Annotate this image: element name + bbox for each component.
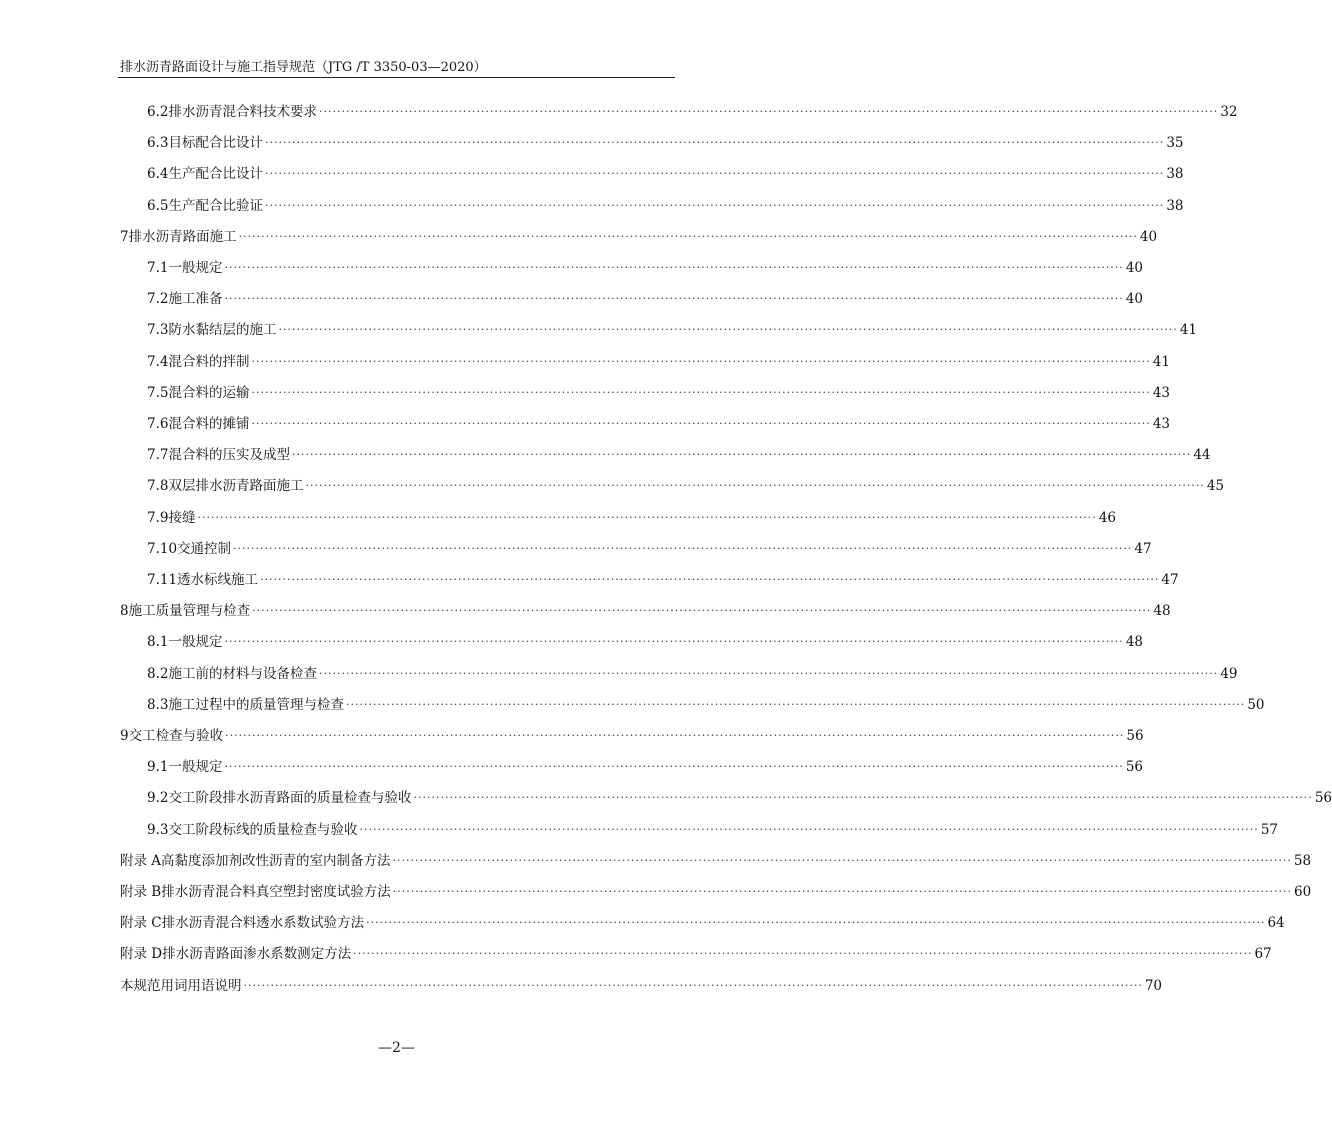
toc-entry-number: 7 <box>120 229 129 245</box>
toc-entry-number: 9.1 <box>147 759 169 775</box>
toc-entry-title: 一般规定 <box>168 759 223 775</box>
toc-leader-dots: ········································································································································································································ <box>251 417 1151 430</box>
toc-entry-number: 8.2 <box>147 666 169 682</box>
toc-entry-page: 56 <box>1125 759 1143 775</box>
toc-entry-number: 8 <box>120 603 129 619</box>
toc-entry[interactable] <box>147 695 1265 715</box>
toc-entry-page: 48 <box>1125 634 1143 650</box>
toc-leader-dots: ········································································································································································································ <box>260 573 1160 586</box>
toc-leader-dots: ········································································································································································································ <box>366 916 1266 929</box>
toc-entry-number: 7.7 <box>147 447 169 463</box>
toc-entry[interactable] <box>147 352 1170 372</box>
toc-entry-number: 7.4 <box>147 354 169 370</box>
toc-leader-dots: ········································································································································································································ <box>392 885 1293 898</box>
toc-entry-number: 9 <box>120 728 129 744</box>
toc-entry-page: 38 <box>1166 166 1184 182</box>
toc-entry-title: 透水标线施工 <box>177 572 259 588</box>
toc-entry[interactable] <box>120 726 1144 746</box>
toc-leader-dots: ········································································································································································································ <box>392 854 1292 867</box>
toc-entry-title: 目标配合比设计 <box>168 135 263 151</box>
toc-entry-title: 排水沥青混合料透水系数试验方法 <box>161 915 365 931</box>
toc-entry-title: 混合料的摊铺 <box>168 416 250 432</box>
toc-entry-page: 47 <box>1134 541 1152 557</box>
toc-entry-title: 混合料的压实及成型 <box>168 447 290 463</box>
toc-entry-number: 9.3 <box>147 822 169 838</box>
header-rule <box>118 77 675 78</box>
toc-entry-number: 7.9 <box>147 510 169 526</box>
toc-entry-number: 6.4 <box>147 166 169 182</box>
toc-entry[interactable] <box>147 164 1184 184</box>
toc-entry[interactable] <box>147 632 1143 652</box>
toc-entry-title: 施工准备 <box>168 291 223 307</box>
toc-entry[interactable] <box>147 445 1211 465</box>
toc-entry-title: 施工质量管理与检查 <box>128 603 251 619</box>
toc-entry[interactable] <box>147 320 1197 340</box>
toc-entry[interactable] <box>147 383 1170 403</box>
toc-entry[interactable] <box>147 476 1224 496</box>
toc-leader-dots: ········································································································································································································ <box>413 791 1313 804</box>
toc-entry-title: 混合料的运输 <box>168 385 250 401</box>
toc-entry-page: 41 <box>1152 354 1170 370</box>
toc-entry[interactable] <box>147 570 1179 590</box>
toc-leader-dots: ········································································································································································································ <box>251 355 1151 368</box>
toc-entry-page: 41 <box>1179 322 1197 338</box>
toc-entry-page: 40 <box>1125 260 1143 276</box>
toc-entry-page: 43 <box>1152 416 1170 432</box>
toc-entry-number: 6.5 <box>147 198 169 214</box>
toc-entry[interactable] <box>120 601 1171 621</box>
running-header: 排水沥青路面设计与施工指导规范（JTG /T 3350-03—2020） <box>120 60 487 75</box>
toc-entry[interactable] <box>147 508 1116 528</box>
toc-leader-dots: ········································································································································································································ <box>318 105 1219 118</box>
toc-entry-page: 56 <box>1314 790 1332 806</box>
toc-entry-number: 7.3 <box>147 322 169 338</box>
toc-entry-number: 6.2 <box>147 104 169 120</box>
toc-entry-title: 生产配合比验证 <box>168 198 263 214</box>
toc-entry-page: 48 <box>1153 603 1171 619</box>
toc-entry-title: 交通控制 <box>177 541 232 557</box>
toc-entry[interactable] <box>147 664 1238 684</box>
toc-leader-dots: ········································································································································································································ <box>238 230 1138 243</box>
toc-entry-page: 64 <box>1267 915 1285 931</box>
toc-entry-page: 50 <box>1247 697 1265 713</box>
toc-entry-title: 施工过程中的质量管理与检查 <box>168 697 344 713</box>
toc-entry-title: 双层排水沥青路面施工 <box>168 478 304 494</box>
toc-entry-number: 7.8 <box>147 478 169 494</box>
toc-leader-dots: ········································································································································································································ <box>278 323 1178 336</box>
toc-leader-dots: ········································································································································································································ <box>224 635 1124 648</box>
toc-entry-page: 46 <box>1098 510 1116 526</box>
toc-entry-page: 35 <box>1166 135 1184 151</box>
toc-entry-title: 混合料的拌制 <box>168 354 250 370</box>
toc-entry-number: 7.6 <box>147 416 169 432</box>
toc-entry-title: 排水沥青混合料真空塑封密度试验方法 <box>161 884 391 900</box>
toc-entry-number: 7.11 <box>147 572 178 588</box>
toc-entry[interactable] <box>147 820 1278 840</box>
toc-entry[interactable] <box>120 227 1158 247</box>
toc-leader-dots: ········································································································································································································ <box>197 511 1097 524</box>
toc-entry-number: 附录 B <box>120 884 162 900</box>
toc-entry[interactable] <box>147 258 1143 278</box>
toc-entry-title: 防水黏结层的施工 <box>168 322 277 338</box>
toc-leader-dots: ········································································································································································································ <box>345 698 1246 711</box>
toc-leader-dots: ········································································································································································································ <box>252 604 1152 617</box>
toc-entry-page: 44 <box>1193 447 1211 463</box>
toc-entry[interactable] <box>120 944 1272 964</box>
toc-entry-title: 排水沥青路面施工 <box>128 229 237 245</box>
toc-entry-page: 67 <box>1254 946 1272 962</box>
toc-leader-dots: ········································································································································································································ <box>264 136 1165 149</box>
toc-leader-dots: ········································································································································································································ <box>359 823 1259 836</box>
toc-entry-page: 58 <box>1293 853 1312 869</box>
toc-entry-title: 排水沥青路面渗水系数测定方法 <box>162 946 352 962</box>
toc-entry-title: 施工前的材料与设备检查 <box>168 666 317 682</box>
toc-entry[interactable] <box>147 289 1143 309</box>
toc-entry-page: 40 <box>1125 291 1143 307</box>
toc-entry-number: 7.1 <box>147 260 169 276</box>
toc-entry-page: 56 <box>1126 728 1144 744</box>
page-number: —2— <box>378 1040 415 1056</box>
toc-entry[interactable] <box>147 757 1143 777</box>
toc-entry-page: 40 <box>1139 229 1158 245</box>
toc-leader-dots: ········································································································································································································ <box>251 386 1151 399</box>
toc-entry-title: 交工阶段标线的质量检查与验收 <box>168 822 358 838</box>
toc-leader-dots: ········································································································································································································ <box>305 479 1205 492</box>
toc-entry-number: 7.10 <box>147 541 178 557</box>
toc-leader-dots: ········································································································································································································ <box>318 667 1219 680</box>
toc-entry-number: 8.3 <box>147 697 169 713</box>
toc-entry-title: 交工阶段排水沥青路面的质量检查与验收 <box>168 790 412 806</box>
toc-entry[interactable] <box>147 539 1152 559</box>
toc-entry-number: 7.2 <box>147 291 169 307</box>
toc-entry[interactable] <box>120 851 1312 871</box>
toc-entry-title: 本规范用词用语说明 <box>120 978 242 994</box>
toc-entry-page: 32 <box>1220 104 1238 120</box>
toc-entry-title: 一般规定 <box>168 260 223 276</box>
toc-entry-page: 47 <box>1161 572 1179 588</box>
toc-leader-dots: ········································································································································································································ <box>243 979 1143 992</box>
toc-entry[interactable] <box>147 196 1184 216</box>
toc-entry-number: 7.5 <box>147 385 169 401</box>
toc-entry-title: 一般规定 <box>168 634 223 650</box>
toc-entry[interactable] <box>147 133 1184 153</box>
toc-leader-dots: ········································································································································································································ <box>224 760 1124 773</box>
toc-entry-page: 57 <box>1260 822 1278 838</box>
toc-entry-page: 70 <box>1144 978 1163 994</box>
toc-entry-page: 60 <box>1294 884 1312 900</box>
toc-leader-dots: ········································································································································································································ <box>353 947 1253 960</box>
toc-leader-dots: ········································································································································································································ <box>224 292 1124 305</box>
toc-leader-dots: ········································································································································································································ <box>225 729 1125 742</box>
toc-entry[interactable] <box>120 882 1312 902</box>
toc-entry[interactable] <box>120 976 1163 996</box>
toc-entry-page: 49 <box>1220 666 1238 682</box>
toc-entry-page: 43 <box>1152 385 1170 401</box>
toc-entry[interactable] <box>147 788 1332 808</box>
toc-leader-dots: ········································································································································································································ <box>264 167 1165 180</box>
toc-entry[interactable] <box>147 414 1170 434</box>
toc-leader-dots: ········································································································································································································ <box>224 261 1124 274</box>
toc-entry-title: 接缝 <box>168 510 196 526</box>
toc-entry-page: 45 <box>1206 478 1224 494</box>
toc-entry-number: 6.3 <box>147 135 169 151</box>
toc-leader-dots: ········································································································································································································ <box>233 542 1133 555</box>
toc-entry-number: 9.2 <box>147 790 169 806</box>
toc-entry-number: 附录 A <box>120 853 162 869</box>
toc-entry-title: 生产配合比设计 <box>168 166 263 182</box>
toc-entry-title: 排水沥青混合料技术要求 <box>168 104 317 120</box>
toc-entry-number: 附录 C <box>120 915 162 931</box>
toc-entry-number: 附录 D <box>120 946 163 962</box>
toc-entry[interactable] <box>120 913 1285 933</box>
toc-entry-number: 8.1 <box>147 634 169 650</box>
toc-leader-dots: ········································································································································································································ <box>264 199 1165 212</box>
toc-entry-title: 高黏度添加剂改性沥青的室内制备方法 <box>161 853 391 869</box>
toc-entry-title: 交工检查与验收 <box>128 728 224 744</box>
toc-entry-page: 38 <box>1166 198 1184 214</box>
toc-entry[interactable] <box>147 102 1238 122</box>
toc-leader-dots: ········································································································································································································ <box>291 448 1192 461</box>
